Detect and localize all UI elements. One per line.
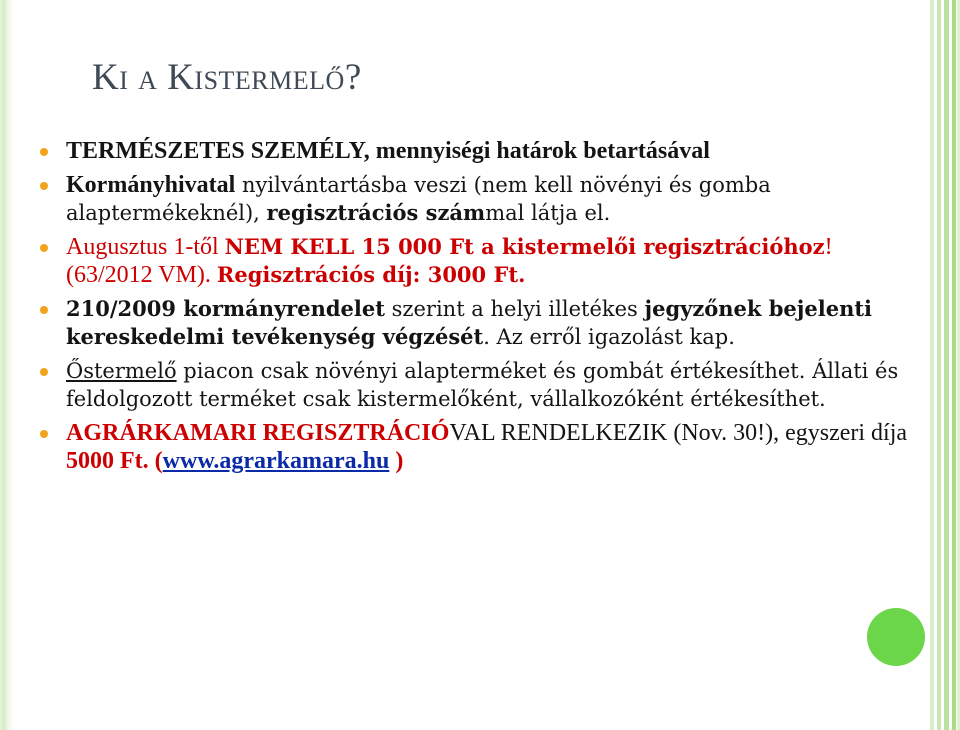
bullet-text: mennyiségi határok betartásával <box>369 138 710 164</box>
bullet-text: . Az erről igazolást kap. <box>483 325 735 349</box>
bullet-text: VAL RENDELKEZIK (Nov. 30!), egyszeri díja <box>449 420 908 446</box>
bullet-text: mal látja el. <box>485 201 611 225</box>
title-smallcaps: ISTERMELŐ <box>194 66 345 95</box>
bullet-text: Kormányhivatal <box>66 172 236 198</box>
bullet-text: 5000 Ft. <box>66 448 149 474</box>
right-decorative-stripes <box>930 0 960 730</box>
title-question-mark: ? <box>344 57 362 98</box>
bullet-item-natural-person <box>40 137 920 165</box>
title-smallcaps: I <box>119 66 129 95</box>
title-letter: K <box>92 57 120 98</box>
bullet-dot-icon <box>40 368 48 376</box>
bullet-item-chamber-registration <box>40 419 920 475</box>
left-decorative-stripe <box>0 0 13 730</box>
bullet-text: regisztrációs szám <box>266 200 486 225</box>
bullet-dot-icon <box>40 430 48 438</box>
bullet-dot-icon <box>40 306 48 314</box>
bullet-dot-icon <box>40 182 48 190</box>
agrarkamara-link[interactable]: www.agrarkamara.hu <box>162 448 390 474</box>
bullet-text: nyilvántartásba veszi (nem kell növényi és gomba alaptermékeknél), <box>66 173 771 225</box>
bullet-dot-icon <box>40 148 48 156</box>
bullet-text: 210/2009 kormányrendelet <box>66 296 385 321</box>
title-smallcaps: A <box>138 66 158 95</box>
bullet-text: Augusztus 1-től <box>66 234 225 260</box>
bullet-item-government-office <box>40 171 920 227</box>
bullet-item-government-decree <box>40 295 920 351</box>
bullet-text: ( <box>148 448 163 474</box>
bullet-text: TERMÉSZETES SZEMÉLY, <box>66 138 370 164</box>
bullet-list <box>40 137 920 481</box>
bullet-text: Regisztrációs díj: 3000 Ft. <box>216 262 526 287</box>
bullet-text: jegyzőnek bejelenti kereskedelmi tevékenység végzését <box>66 296 873 349</box>
bullet-text: ! (63/2012 VM). <box>66 234 833 288</box>
bullet-item-primary-producer <box>40 357 920 413</box>
bullet-text: Őstermelő <box>66 359 177 383</box>
title-letter: K <box>167 57 195 98</box>
bullet-dot-icon <box>40 244 48 252</box>
bullet-text: AGRÁRKAMARI REGISZTRÁCIÓ <box>66 420 450 446</box>
bullet-text: NEM KELL 15 000 Ft a kistermelői regisztrációhoz <box>224 234 825 259</box>
bullet-item-august-registration <box>40 233 920 289</box>
green-circle-decoration <box>867 608 925 666</box>
bullet-text: szerint a helyi illetékes <box>384 297 645 321</box>
bullet-text: ) <box>389 448 404 474</box>
slide-title <box>92 56 362 99</box>
bullet-text: piacon csak növényi alapterméket és gombát értékesíthet. Állati és feldolgozott terméket csak kistermelőként, vállalkozóként értékesíthet. <box>66 359 899 411</box>
